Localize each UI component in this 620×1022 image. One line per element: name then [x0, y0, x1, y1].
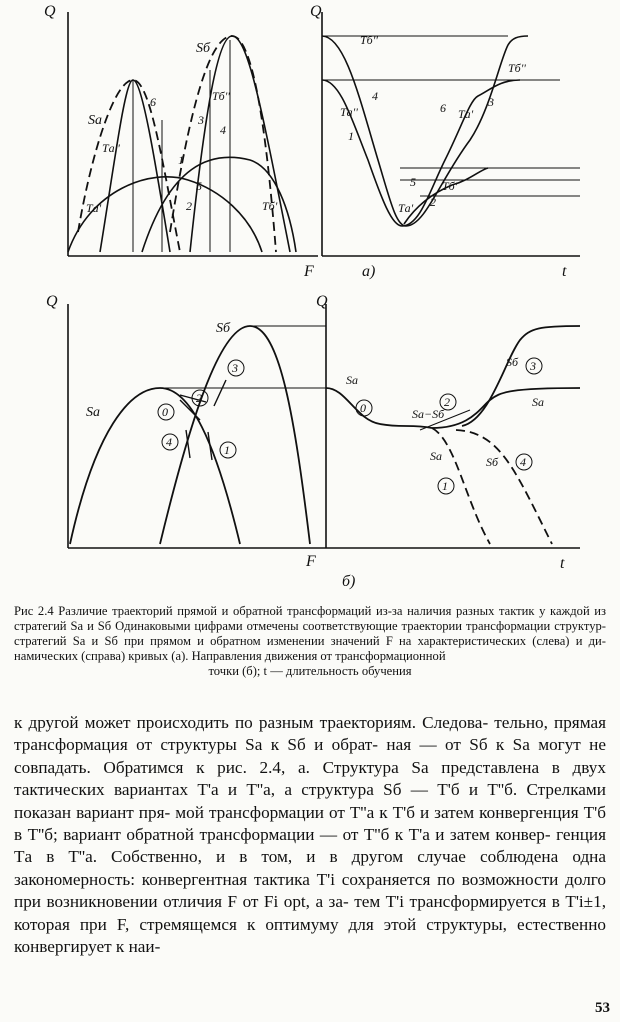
- svg-text:4: 4: [220, 123, 226, 137]
- char-curve-sb: [160, 326, 310, 544]
- svg-text:6: 6: [440, 101, 446, 115]
- dyn-sab-solid: [432, 388, 580, 428]
- panel-b-label: б): [342, 573, 356, 590]
- svg-text:4: 4: [372, 89, 378, 103]
- panel-b: [46, 293, 580, 590]
- panel-a-left-y-label: Q: [44, 3, 56, 20]
- panel-a-right-y-label: Q: [310, 3, 322, 20]
- svg-text:Tб'': Tб'': [508, 61, 526, 75]
- svg-text:1: 1: [348, 129, 354, 143]
- svg-text:1: 1: [442, 479, 448, 493]
- dyn-sa-dashed: [432, 428, 490, 544]
- svg-text:1: 1: [178, 153, 184, 167]
- svg-text:Sа: Sа: [86, 405, 100, 420]
- panel-a-label: а): [362, 263, 376, 280]
- svg-text:Tб'': Tб'': [212, 89, 230, 103]
- svg-text:Sб: Sб: [506, 355, 519, 369]
- svg-text:0: 0: [360, 401, 366, 415]
- svg-text:3: 3: [198, 113, 204, 127]
- svg-text:2: 2: [186, 199, 192, 213]
- panel-a: [44, 3, 580, 280]
- svg-text:Tб': Tб': [262, 199, 278, 213]
- body-paragraph: к другой может происходить по разным траекториям. Следова- тельно, прямая трансформация от структуры Sа к Sб и обрат- ная — от Sб к Sа могут не совпадать. Обратимся к рис. 2.4, а. Структура Sа представлена в двух тактических вариантах T'а и T''а, а структура Sб — T'б и T''б. Стрелками показан вариант пря- мой трансформации от T''а к T'б и затем конвергенция T'б в T''б; вариант обратной трансформации — от T''б к T'а и затем конвер- генция Tа в T''а. Собственно, и в том, и в другом случае соблюдена одна закономерность: конвергентная тактика T'i сохраняется по возможности долго при возникновении отличия F от Fi opt, а за- тем T'i трансформируется в T'i±1, которая при F, стремящемся к оптимуму для этой структуры, естественно конвергирует к наи-: [14, 713, 607, 957]
- curve-sa-dashed: [78, 80, 180, 252]
- panel-b-right-x-label: t: [560, 555, 565, 572]
- panel-b-left-x-label: F: [306, 553, 316, 570]
- svg-text:0: 0: [162, 405, 168, 419]
- svg-text:6: 6: [150, 95, 156, 109]
- panel-b-right-y-label: Q: [316, 293, 328, 310]
- curve-sb-dashed: [170, 36, 276, 252]
- svg-text:Tа': Tа': [458, 107, 474, 121]
- svg-text:Sб: Sб: [486, 455, 499, 469]
- svg-text:3: 3: [232, 361, 238, 375]
- svg-text:Tа': Tа': [398, 201, 414, 215]
- svg-text:Tб'': Tб'': [360, 33, 378, 47]
- svg-text:5: 5: [196, 179, 202, 193]
- panel-a-right-x-label: t: [562, 263, 567, 280]
- panel-a-left-x-label: F: [304, 263, 314, 280]
- curve-ta2: [100, 80, 170, 252]
- svg-text:4: 4: [166, 435, 172, 449]
- curve-tb2: [190, 36, 290, 252]
- panel-b-left-y-label: Q: [46, 293, 58, 310]
- page-number: 53: [595, 1000, 610, 1016]
- svg-text:Tа': Tа': [86, 201, 102, 215]
- svg-text:Tб': Tб': [442, 179, 458, 193]
- svg-text:3: 3: [488, 95, 494, 109]
- svg-text:Sа: Sа: [430, 449, 442, 463]
- svg-text:Sа: Sа: [88, 113, 102, 128]
- svg-text:Sб: Sб: [216, 321, 231, 336]
- svg-text:2: 2: [430, 195, 436, 209]
- svg-text:2: 2: [196, 391, 202, 405]
- svg-text:Sа−Sб: Sа−Sб: [412, 407, 445, 421]
- svg-text:4: 4: [520, 455, 526, 469]
- dyn-sb-dashed: [456, 430, 552, 544]
- svg-text:1: 1: [224, 443, 230, 457]
- svg-text:3: 3: [530, 359, 536, 373]
- svg-text:Sа: Sа: [532, 395, 544, 409]
- svg-text:5: 5: [410, 175, 416, 189]
- svg-text:2: 2: [444, 395, 450, 409]
- svg-text:Sа: Sа: [346, 373, 358, 387]
- figure-caption: Рис 2.4 Различие траекторий прямой и обратной трансформаций из-за наличия разных тактик у каждой из стратегий Sа и Sб Одинаковыми цифрами отмечены соответствующие траектории трансформации структур-стратегий Sа и Sб при прямом и обратном изменении значений F на характеристических (слева) и ди- намических (справа) кривых (а). Направления движения от трансформационной точки (б); t — длительность обучения: [14, 604, 606, 678]
- svg-text:Sб: Sб: [196, 41, 211, 56]
- svg-text:Tа'': Tа'': [340, 105, 358, 119]
- svg-text:Tа'': Tа'': [102, 141, 120, 155]
